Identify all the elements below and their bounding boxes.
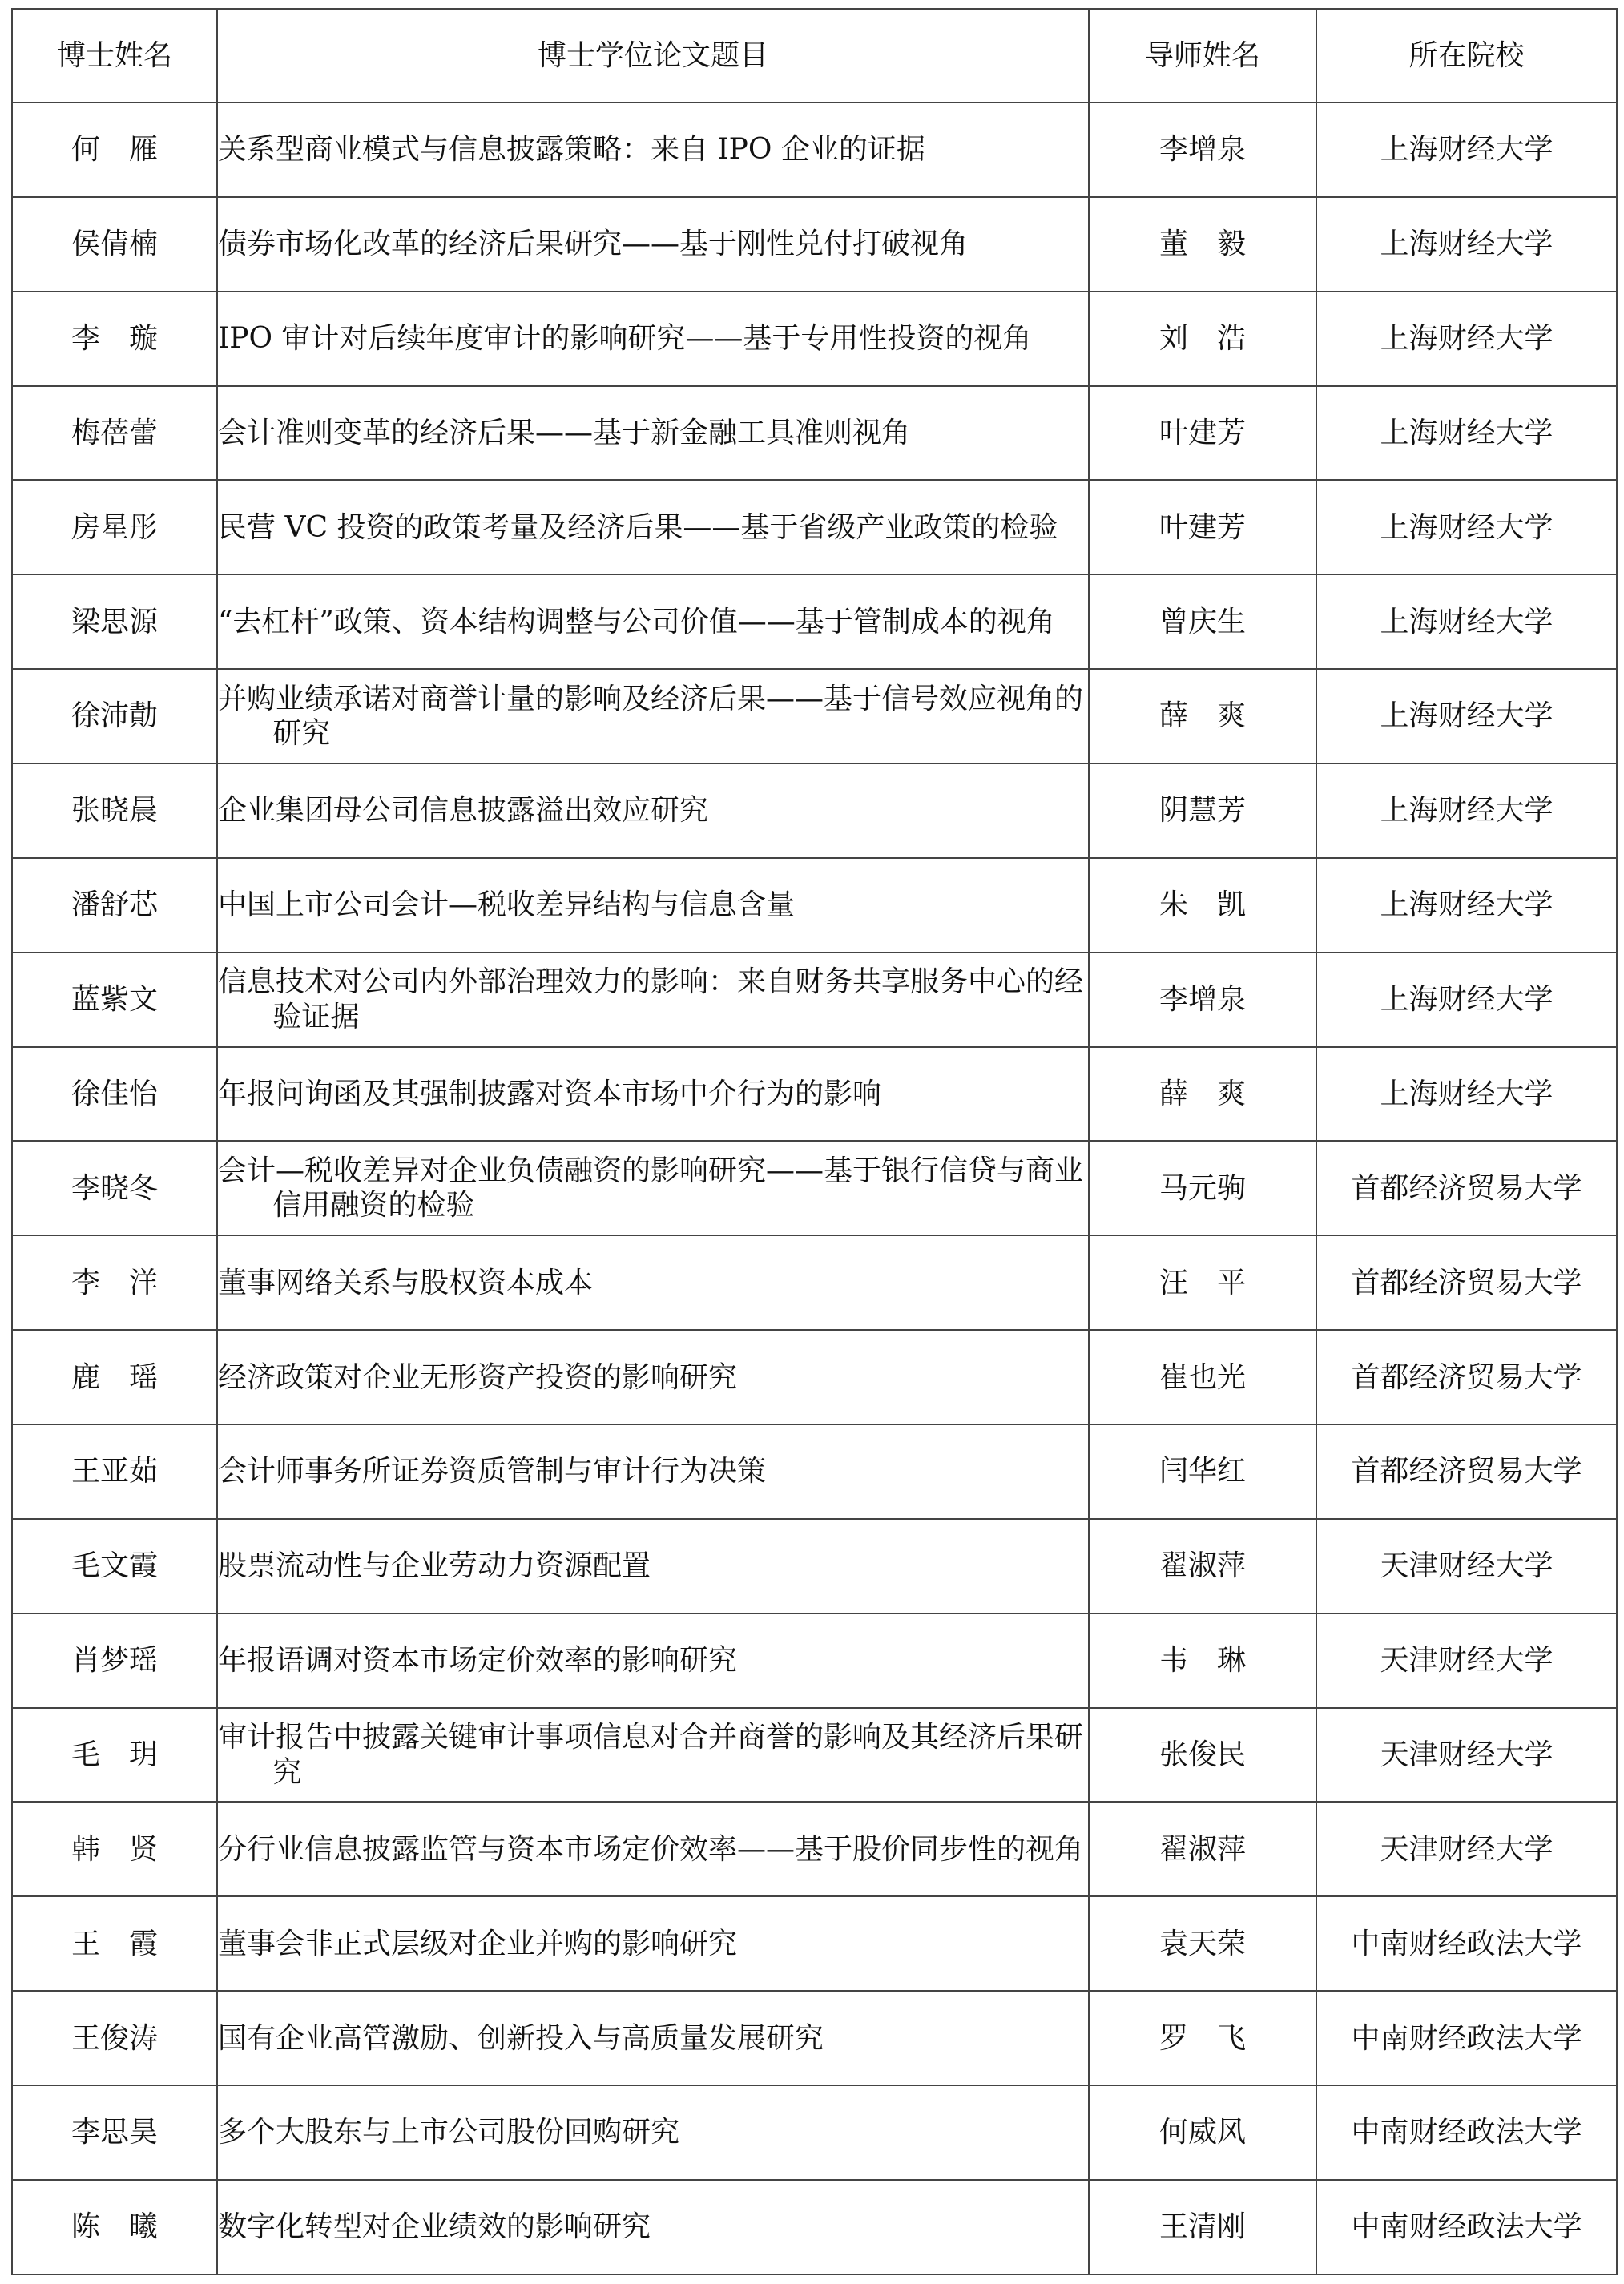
table-row [12, 1141, 1617, 1235]
cell-student-name: 韩 贤 [12, 1802, 217, 1896]
cell-advisor-name: 薛 爽 [1089, 1047, 1316, 1142]
cell-student-name: 蓝紫文 [12, 953, 217, 1047]
cell-thesis-title [217, 1235, 1089, 1330]
cell-advisor-name: 朱 凯 [1089, 858, 1316, 953]
thesis-title-text: “去杠杆”政策、资本结构调整与公司价值——基于管制成本的视角 [218, 605, 1055, 638]
cell-school: 上海财经大学 [1316, 386, 1617, 481]
thesis-title-text: 董事会非正式层级对企业并购的影响研究 [218, 1927, 738, 1960]
table-row [12, 1519, 1617, 1613]
cell-thesis-title [217, 197, 1089, 292]
table-row [12, 386, 1617, 481]
cell-school: 天津财经大学 [1316, 1708, 1617, 1803]
thesis-title-text: 信息技术对公司内外部治理效力的影响：来自财务共享服务中心的经验证据 [218, 965, 1084, 1033]
table-row [12, 1613, 1617, 1708]
cell-school: 中南财经政法大学 [1316, 1991, 1617, 2085]
cell-advisor-name: 韦 琳 [1089, 1613, 1316, 1708]
table-row [12, 858, 1617, 953]
thesis-title-text: 董事网络关系与股权资本成本 [218, 1266, 594, 1299]
cell-advisor-name: 刘 浩 [1089, 292, 1316, 386]
thesis-title-text: 并购业绩承诺对商誉计量的影响及经济后果——基于信号效应视角的研究 [218, 682, 1084, 751]
cell-thesis-title [217, 2085, 1089, 2180]
cell-thesis-title [217, 480, 1089, 574]
cell-advisor-name: 马元驹 [1089, 1141, 1316, 1235]
cell-school: 上海财经大学 [1316, 197, 1617, 292]
cell-student-name: 李思昊 [12, 2085, 217, 2180]
cell-thesis-title [217, 2180, 1089, 2274]
thesis-title-text: 经济政策对企业无形资产投资的影响研究 [218, 1360, 738, 1394]
cell-student-name: 李晓冬 [12, 1141, 217, 1235]
cell-student-name: 潘舒芯 [12, 858, 217, 953]
cell-school: 首都经济贸易大学 [1316, 1235, 1617, 1330]
table-row [12, 953, 1617, 1047]
cell-school: 首都经济贸易大学 [1316, 1141, 1617, 1235]
cell-school: 首都经济贸易大学 [1316, 1330, 1617, 1424]
cell-student-name: 肖梦瑶 [12, 1613, 217, 1708]
table-body [12, 103, 1617, 2274]
thesis-title-text: 关系型商业模式与信息披露策略：来自 IPO 企业的证据 [218, 133, 925, 167]
cell-school: 上海财经大学 [1316, 574, 1617, 669]
cell-advisor-name: 翟淑萍 [1089, 1802, 1316, 1896]
thesis-title-text: 年报问询函及其强制披露对资本市场中介行为的影响 [218, 1077, 882, 1110]
cell-advisor-name: 薛 爽 [1089, 669, 1316, 763]
cell-student-name: 梁思源 [12, 574, 217, 669]
cell-student-name: 鹿 瑶 [12, 1330, 217, 1424]
table-row [12, 1047, 1617, 1142]
thesis-title-text: 数字化转型对企业绩效的影响研究 [218, 2210, 651, 2244]
cell-advisor-name: 何威风 [1089, 2085, 1316, 2180]
thesis-title-text: 会计—税收差异对企业负债融资的影响研究——基于银行信贷与商业信用融资的检验 [218, 1154, 1084, 1223]
table-row [12, 1802, 1617, 1896]
cell-student-name: 李 璇 [12, 292, 217, 386]
header-school: 所在院校 [1316, 9, 1617, 103]
cell-advisor-name: 曾庆生 [1089, 574, 1316, 669]
cell-student-name: 王 霞 [12, 1896, 217, 1991]
cell-thesis-title [217, 1991, 1089, 2085]
header-advisor: 导师姓名 [1089, 9, 1316, 103]
thesis-title-text: 年报语调对资本市场定价效率的影响研究 [218, 1644, 738, 1678]
thesis-title-text: 国有企业高管激励、创新投入与高质量发展研究 [218, 2021, 824, 2055]
cell-school: 上海财经大学 [1316, 292, 1617, 386]
table-row [12, 1235, 1617, 1330]
cell-advisor-name: 王清刚 [1089, 2180, 1316, 2274]
cell-student-name: 何 雁 [12, 103, 217, 197]
table-row [12, 1991, 1617, 2085]
thesis-table [11, 8, 1618, 2275]
cell-school: 首都经济贸易大学 [1316, 1424, 1617, 1519]
thesis-title-text: 会计准则变革的经济后果——基于新金融工具准则视角 [218, 416, 911, 449]
table-row [12, 480, 1617, 574]
cell-student-name: 毛 玥 [12, 1708, 217, 1803]
cell-advisor-name: 叶建芳 [1089, 480, 1316, 574]
thesis-title-text: 中国上市公司会计—税收差异结构与信息含量 [218, 888, 796, 922]
cell-advisor-name: 叶建芳 [1089, 386, 1316, 481]
cell-thesis-title [217, 1330, 1089, 1424]
cell-thesis-title [217, 953, 1089, 1047]
cell-student-name: 房星彤 [12, 480, 217, 574]
thesis-title-text: IPO 审计对后续年度审计的影响研究——基于专用性投资的视角 [218, 322, 1032, 356]
cell-school: 上海财经大学 [1316, 953, 1617, 1047]
header-name: 博士姓名 [12, 9, 217, 103]
cell-student-name: 张晓晨 [12, 763, 217, 858]
cell-school: 上海财经大学 [1316, 1047, 1617, 1142]
cell-advisor-name: 张俊民 [1089, 1708, 1316, 1803]
cell-advisor-name: 汪 平 [1089, 1235, 1316, 1330]
cell-thesis-title [217, 1896, 1089, 1991]
thesis-title-text: 分行业信息披露监管与资本市场定价效率——基于股价同步性的视角 [218, 1832, 1084, 1866]
cell-school: 上海财经大学 [1316, 858, 1617, 953]
cell-thesis-title [217, 669, 1089, 763]
cell-student-name: 徐佳怡 [12, 1047, 217, 1142]
cell-thesis-title [217, 1424, 1089, 1519]
cell-thesis-title [217, 1613, 1089, 1708]
thesis-title-text: 会计师事务所证券资质管制与审计行为决策 [218, 1455, 767, 1488]
table-row [12, 1896, 1617, 1991]
cell-advisor-name: 阴慧芳 [1089, 763, 1316, 858]
cell-school: 中南财经政法大学 [1316, 2085, 1617, 2180]
cell-advisor-name: 崔也光 [1089, 1330, 1316, 1424]
cell-thesis-title [217, 1047, 1089, 1142]
cell-school: 中南财经政法大学 [1316, 2180, 1617, 2274]
cell-student-name: 王俊涛 [12, 1991, 217, 2085]
table-row [12, 292, 1617, 386]
cell-school: 天津财经大学 [1316, 1519, 1617, 1613]
cell-advisor-name: 李增泉 [1089, 103, 1316, 197]
table-row [12, 669, 1617, 763]
cell-advisor-name: 闫华红 [1089, 1424, 1316, 1519]
cell-thesis-title [217, 1141, 1089, 1235]
thesis-title-text: 多个大股东与上市公司股份回购研究 [218, 2116, 680, 2149]
cell-thesis-title [217, 103, 1089, 197]
thesis-title-text: 股票流动性与企业劳动力资源配置 [218, 1549, 651, 1583]
cell-thesis-title [217, 763, 1089, 858]
table-row [12, 763, 1617, 858]
cell-student-name: 王亚茹 [12, 1424, 217, 1519]
cell-student-name: 侯倩楠 [12, 197, 217, 292]
cell-school: 上海财经大学 [1316, 480, 1617, 574]
cell-thesis-title [217, 1708, 1089, 1803]
thesis-title-text: 民营 VC 投资的政策考量及经济后果——基于省级产业政策的检验 [218, 510, 1058, 544]
cell-school: 上海财经大学 [1316, 103, 1617, 197]
cell-school: 天津财经大学 [1316, 1613, 1617, 1708]
cell-school: 上海财经大学 [1316, 669, 1617, 763]
thesis-title-text: 债券市场化改革的经济后果研究——基于刚性兑付打破视角 [218, 228, 969, 261]
cell-advisor-name: 袁天荣 [1089, 1896, 1316, 1991]
table-row [12, 103, 1617, 197]
thesis-title-text: 审计报告中披露关键审计事项信息对合并商誉的影响及其经济后果研究 [218, 1721, 1084, 1789]
cell-advisor-name: 董 毅 [1089, 197, 1316, 292]
cell-school: 上海财经大学 [1316, 763, 1617, 858]
cell-thesis-title [217, 292, 1089, 386]
cell-advisor-name: 罗 飞 [1089, 1991, 1316, 2085]
cell-advisor-name: 翟淑萍 [1089, 1519, 1316, 1613]
cell-school: 中南财经政法大学 [1316, 1896, 1617, 1991]
cell-student-name: 梅蓓蕾 [12, 386, 217, 481]
table-row [12, 1330, 1617, 1424]
table-row [12, 2180, 1617, 2274]
table-row [12, 1708, 1617, 1803]
cell-school: 天津财经大学 [1316, 1802, 1617, 1896]
cell-thesis-title [217, 858, 1089, 953]
cell-thesis-title [217, 386, 1089, 481]
table-row [12, 2085, 1617, 2180]
thesis-title-text: 企业集团母公司信息披露溢出效应研究 [218, 794, 709, 828]
cell-student-name: 李 洋 [12, 1235, 217, 1330]
header-row [12, 9, 1617, 103]
cell-student-name: 毛文霞 [12, 1519, 217, 1613]
cell-thesis-title [217, 574, 1089, 669]
cell-advisor-name: 李增泉 [1089, 953, 1316, 1047]
cell-student-name: 徐沛勣 [12, 669, 217, 763]
cell-student-name: 陈 曦 [12, 2180, 217, 2274]
table-row [12, 574, 1617, 669]
table-row [12, 197, 1617, 292]
table-row [12, 1424, 1617, 1519]
header-title: 博士学位论文题目 [217, 9, 1089, 103]
cell-thesis-title [217, 1802, 1089, 1896]
cell-thesis-title [217, 1519, 1089, 1613]
table-header [12, 9, 1617, 103]
